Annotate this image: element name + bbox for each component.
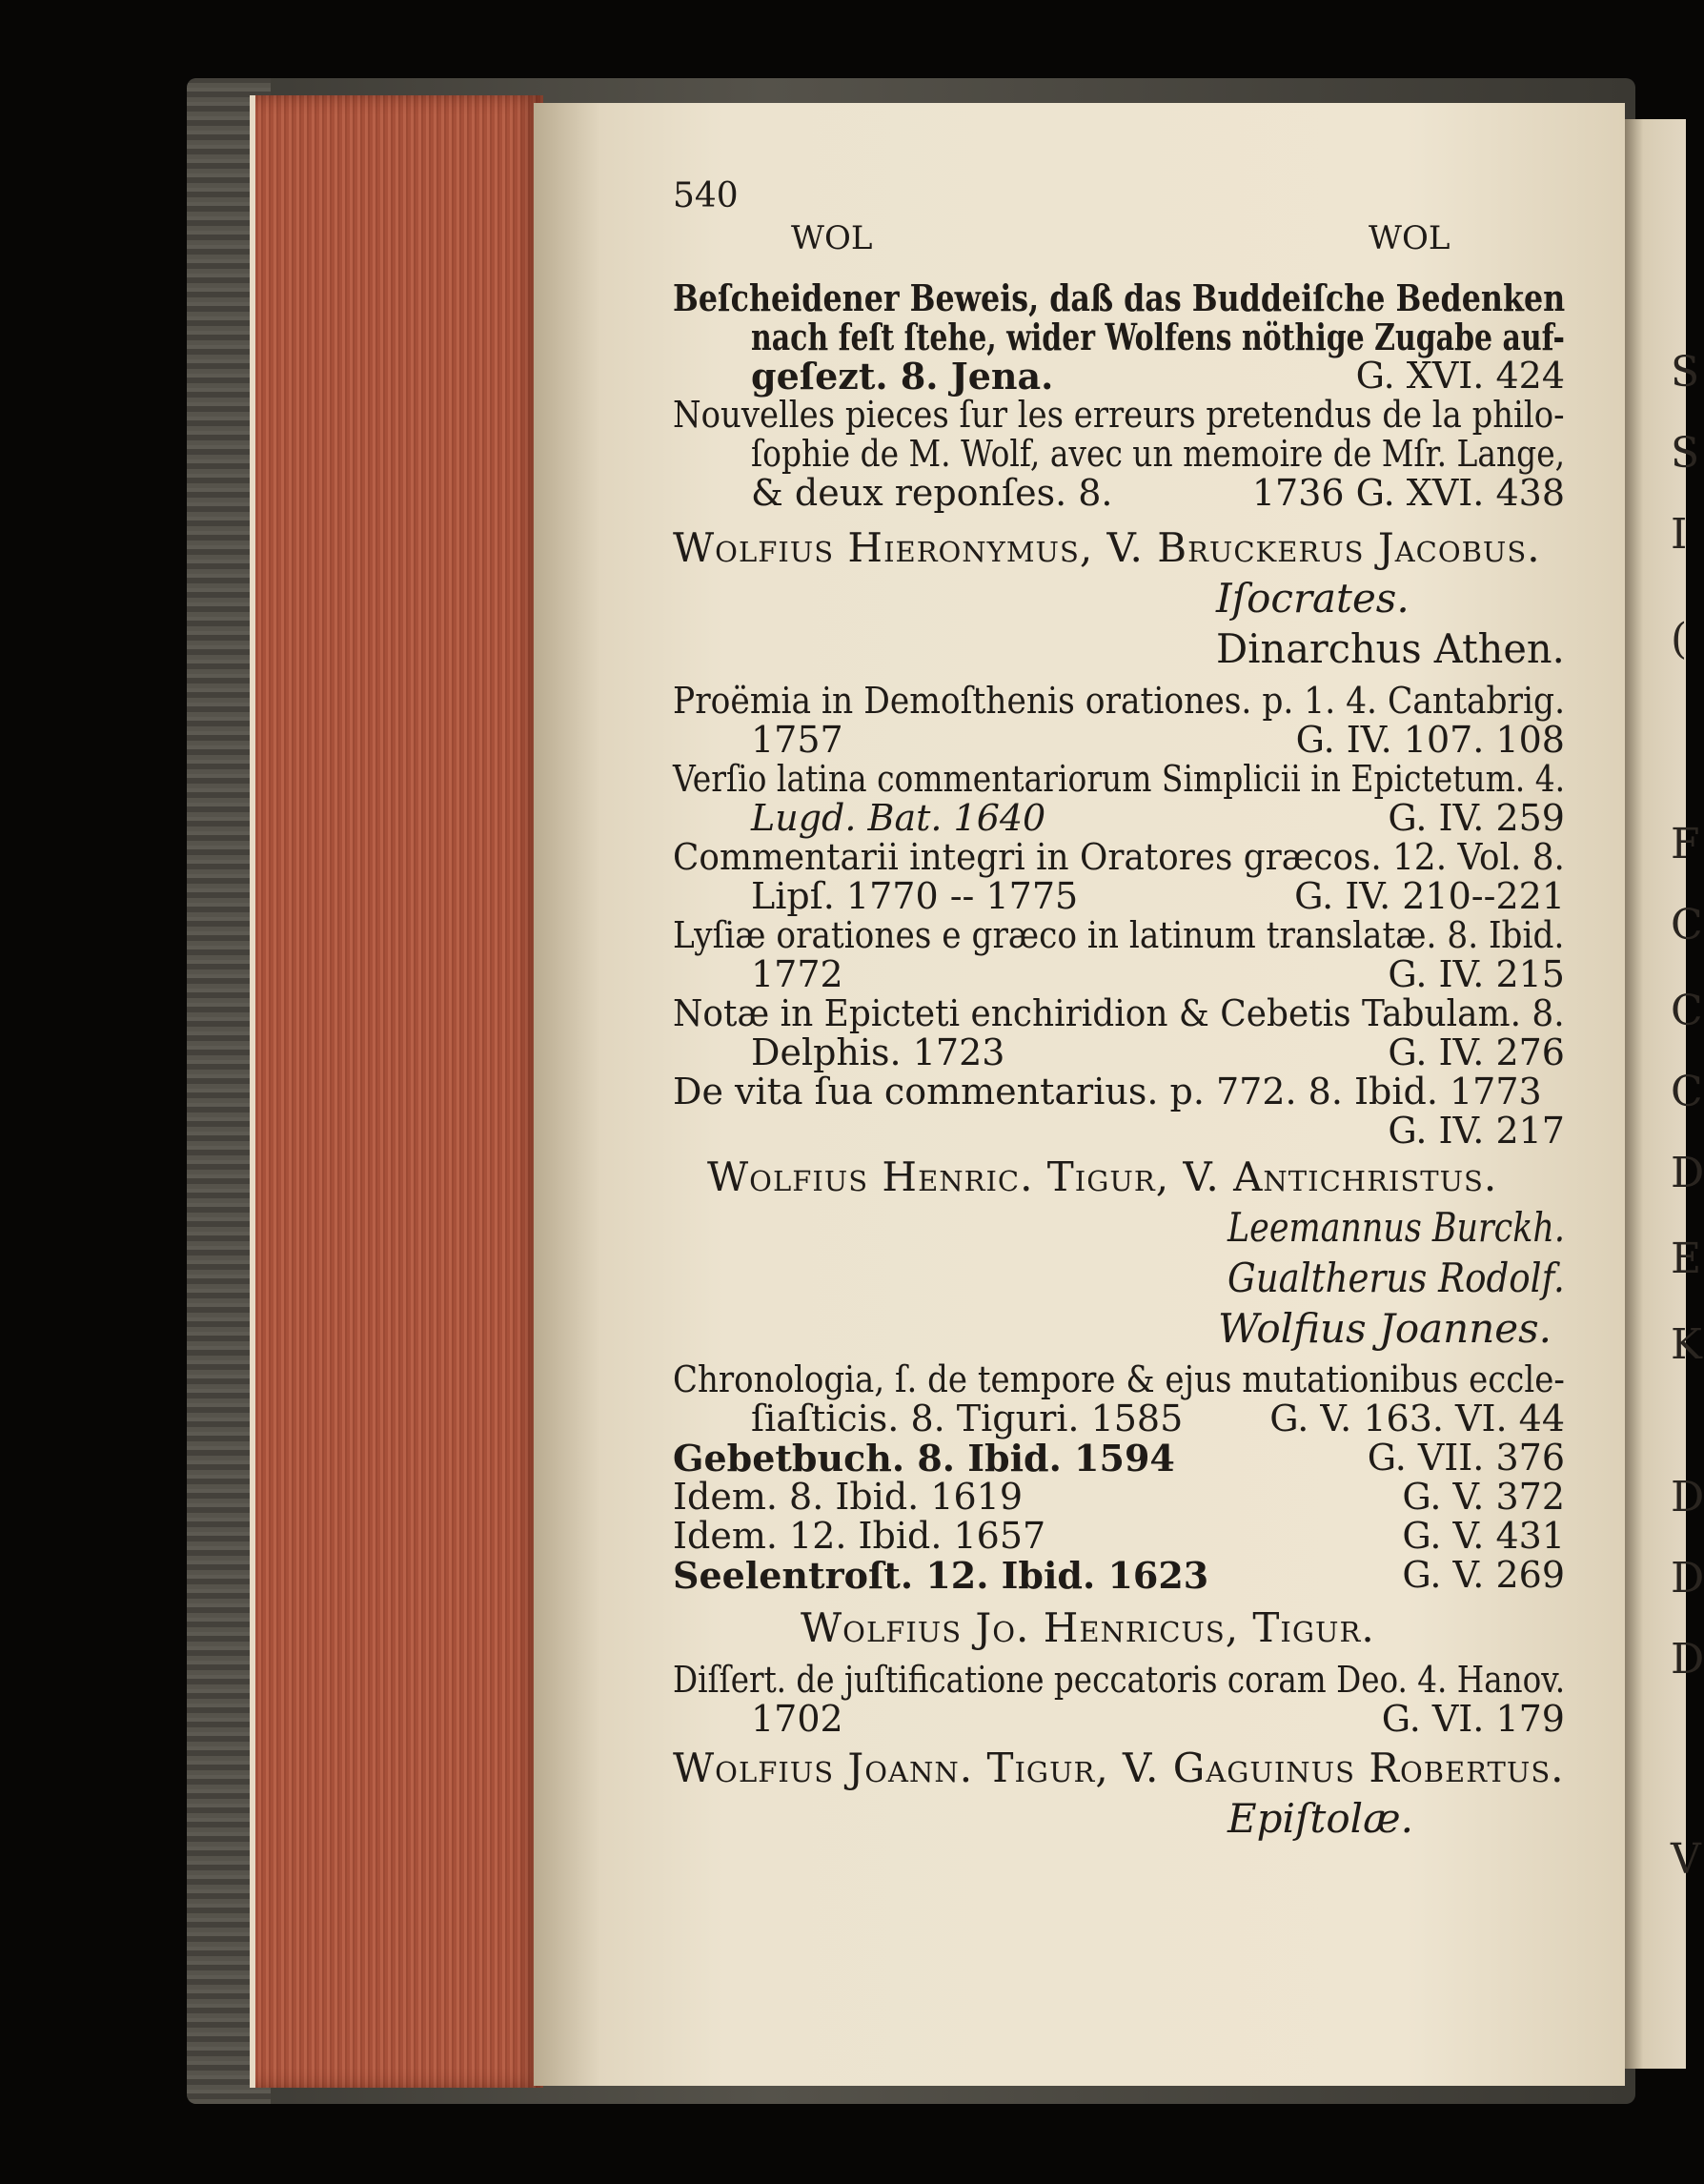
next-page-letter: S bbox=[1671, 348, 1700, 397]
entry-line: ſophie de M. Wolf, avec un memoire de Mſr. Lange, bbox=[751, 433, 1566, 475]
page-number: 540 bbox=[673, 176, 739, 215]
entry-line: & deux reponſes. 8. bbox=[751, 472, 1113, 514]
entry-line: Commentarii integri in Oratores græcos. 12. Vol. 8. bbox=[673, 836, 1565, 878]
entry-line: Beſcheidener Beweis, daß das Buddeiſche Bedenken bbox=[673, 276, 1566, 319]
author-heading: Wolfius Henric. Tigur, V. Antichriſtus. bbox=[707, 1153, 1498, 1200]
entry-line: Gebetbuch. 8. Ibid. 1594 bbox=[673, 1437, 1175, 1480]
next-page-letter: C bbox=[1671, 1068, 1703, 1116]
next-page-letter: E bbox=[1671, 1235, 1702, 1283]
entry-line: 1702 bbox=[751, 1698, 843, 1740]
next-page-letter: S bbox=[1671, 429, 1700, 478]
running-head-right: WOL bbox=[1369, 219, 1450, 257]
cross-reference: Epiſtolæ. bbox=[1227, 1795, 1413, 1842]
page-edges bbox=[250, 95, 543, 2088]
entry-reference: G. V. 269 bbox=[1402, 1554, 1565, 1596]
entry-line: Nouvelles pieces ſur les erreurs pretendus de la philo- bbox=[673, 394, 1565, 436]
entry-reference: G. IV. 107. 108 bbox=[1295, 719, 1565, 761]
author-heading: Wolfius Joann. Tigur, V. Gaguinus Robertus. bbox=[673, 1745, 1565, 1791]
cross-reference: Leemannus Burckh. bbox=[1227, 1204, 1565, 1251]
entry-reference: G. VI. 179 bbox=[1381, 1698, 1565, 1740]
entry-reference: G. V. 163. VI. 44 bbox=[1269, 1398, 1565, 1439]
cross-reference: Gualtherus Rodolf. bbox=[1227, 1255, 1565, 1301]
entry-reference: G. V. 431 bbox=[1402, 1515, 1565, 1557]
entry-line: geſezt. 8. Jena. bbox=[751, 355, 1054, 398]
entry-line: nach feſt ſtehe, wider Wolfens nöthige Zugabe auf- bbox=[751, 316, 1565, 358]
next-page-letter: F bbox=[1671, 820, 1700, 868]
entry-reference: G. IV. 217 bbox=[1388, 1110, 1565, 1152]
cross-reference: Dinarchus Athen. bbox=[1216, 625, 1565, 672]
next-page-strip bbox=[1625, 119, 1704, 2069]
next-page-letter: D bbox=[1671, 1554, 1704, 1602]
author-heading: Wolfius Jo. Henricus, Tigur. bbox=[801, 1604, 1375, 1651]
next-page-letter: K bbox=[1671, 1320, 1702, 1369]
entry-line: Proëmia in Demoſthenis orationes. p. 1. 4. Cantabrig. bbox=[673, 680, 1566, 722]
entry-line: Chronologia, ſ. de tempore & ejus mutationibus eccle- bbox=[673, 1358, 1565, 1400]
entry-reference: G. VII. 376 bbox=[1367, 1437, 1565, 1479]
cross-reference: Wolfius Joannes. bbox=[1218, 1305, 1552, 1352]
entry-line: De vita ſua commentarius. p. 772. 8. Ibid. 1773 bbox=[673, 1071, 1542, 1112]
next-page-letter: C bbox=[1671, 901, 1703, 949]
next-page-letter: I bbox=[1671, 510, 1688, 559]
entry-line: Idem. 12. Ibid. 1657 bbox=[673, 1515, 1046, 1557]
entry-reference: G. IV. 210--221 bbox=[1294, 875, 1565, 917]
next-page-letter: ( bbox=[1671, 615, 1688, 663]
entry-line: ſiaſticis. 8. Tiguri. 1585 bbox=[751, 1398, 1184, 1439]
running-head-left: WOL bbox=[791, 219, 873, 257]
entry-reference: G. V. 372 bbox=[1402, 1476, 1565, 1518]
entry-line: Notæ in Epicteti enchiridion & Cebetis Tabulam. 8. bbox=[673, 992, 1565, 1034]
entry-line: 1757 bbox=[751, 719, 843, 761]
entry-reference: G. XVI. 424 bbox=[1355, 355, 1565, 397]
entry-line: Verſio latina commentariorum Simplicii in Epictetum. 4. bbox=[673, 758, 1566, 800]
next-page-letter: D bbox=[1671, 1635, 1704, 1684]
next-page-letter: D bbox=[1671, 1473, 1704, 1521]
entry-reference: G. IV. 215 bbox=[1388, 953, 1565, 995]
entry-line: Diſſert. de juſtificatione peccatoris coram Deo. 4. Hanov. bbox=[673, 1659, 1566, 1701]
next-page-letter: D bbox=[1671, 1149, 1704, 1197]
entry-line: Lugd. Bat. 1640 bbox=[751, 797, 1046, 839]
entry-reference: 1736 G. XVI. 438 bbox=[1251, 472, 1565, 514]
entry-reference: G. IV. 276 bbox=[1388, 1031, 1565, 1073]
cross-reference: Iſocrates. bbox=[1216, 575, 1410, 622]
next-page-letter: V bbox=[1671, 1835, 1701, 1884]
entry-line: Seelentroſt. 12. Ibid. 1623 bbox=[673, 1554, 1209, 1597]
entry-line: 1772 bbox=[751, 953, 843, 995]
entry-line: Lyſiæ orationes e græco in latinum translatæ. 8. Ibid. bbox=[673, 914, 1565, 956]
next-page-letter: C bbox=[1671, 987, 1703, 1035]
entry-line: Lipſ. 1770 -- 1775 bbox=[751, 875, 1079, 917]
author-heading: Wolfius Hieronymus, V. Bruckerus Jacobus. bbox=[673, 524, 1541, 571]
entry-line: Delphis. 1723 bbox=[751, 1031, 1005, 1073]
entry-line: Idem. 8. Ibid. 1619 bbox=[673, 1476, 1024, 1518]
entry-reference: G. IV. 259 bbox=[1388, 797, 1565, 839]
